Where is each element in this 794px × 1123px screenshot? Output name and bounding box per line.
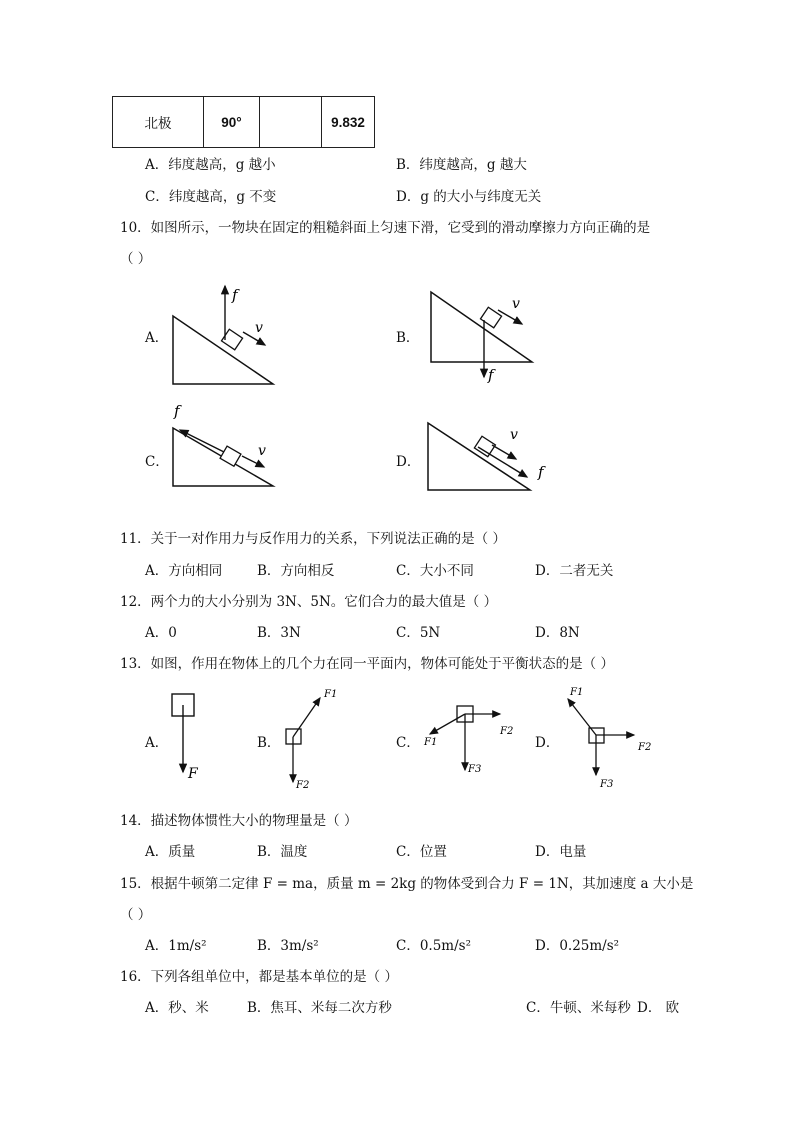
velocity-label: v [510, 427, 518, 443]
q14-stem: 14．描述物体惯性大小的物理量是（ ） [120, 813, 358, 829]
q13-figure-d [562, 685, 662, 795]
q12-option-d: D．8N [535, 625, 580, 641]
q15-option-c: C．0.5m/s² [396, 938, 471, 954]
force-arrow-f1 [568, 699, 596, 735]
q15-stem: 15．根据牛顿第二定律 F = ma，质量 m = 2kg 的物体受到合力 F = 1N，其加速度 a 大小是 [120, 876, 694, 892]
q9-option-a: A．纬度越高，g 越小 [145, 157, 276, 173]
q9-option-b: B．纬度越高，g 越大 [396, 157, 527, 173]
q13-label-c: C． [396, 735, 420, 751]
q13-label-b: B． [257, 735, 281, 751]
q10-label-c: C． [145, 454, 169, 470]
q12-option-b: B．3N [257, 625, 301, 641]
q16-option-b: B．焦耳、米每二次方秒 [247, 1000, 392, 1016]
q12-option-a: A．0 [145, 625, 177, 641]
q14-option-b: B．温度 [257, 844, 308, 860]
force-label: F [188, 766, 198, 782]
q15-option-a: A．1m/s² [145, 938, 207, 954]
force-label-f2: F2 [638, 742, 652, 753]
q10-figure-d [420, 415, 560, 515]
latitude-table [112, 96, 375, 148]
q12-stem: 12．两个力的大小分别为 3N、5N。它们合力的最大值是（ ） [120, 594, 498, 610]
force-label: f [488, 366, 494, 384]
q15-option-b: B．3m/s² [257, 938, 319, 954]
q11-option-d: D．二者无关 [535, 563, 614, 579]
force-label-f3: F3 [468, 764, 482, 775]
q10-label-d: D． [396, 454, 421, 470]
force-label-f2: F2 [296, 780, 310, 791]
block [220, 446, 241, 466]
q12-option-c: C．5N [396, 625, 441, 641]
q15-option-d: D．0.25m/s² [535, 938, 620, 954]
q10-figure-c [160, 400, 290, 510]
q11-option-b: B．方向相反 [257, 563, 335, 579]
velocity-label: v [255, 320, 263, 336]
q16-option-d: D． 欧 [637, 1000, 680, 1016]
force-label-f2: F2 [500, 726, 514, 737]
q9-option-d: D．g 的大小与纬度无关 [396, 189, 542, 205]
q13-figure-b [282, 682, 352, 792]
q14-option-a: A．质量 [145, 844, 196, 860]
force-label-f3: F3 [600, 779, 614, 790]
q15-paren: （ ） [120, 907, 152, 923]
q13-label-d: D． [535, 735, 560, 751]
q10-label-a: A． [145, 330, 169, 346]
q11-stem: 11．关于一对作用力与反作用力的关系，下列说法正确的是（ ） [120, 531, 506, 547]
q16-stem: 16．下列各组单位中，都是基本单位的是（ ） [120, 969, 398, 985]
friction-arrow [180, 430, 224, 452]
velocity-label: v [258, 443, 266, 459]
q11-option-a: A．方向相同 [145, 563, 223, 579]
q13-label-a: A． [145, 735, 169, 751]
q14-option-d: D．电量 [535, 844, 587, 860]
table-row [113, 97, 375, 148]
q16-option-a: A．秒、米 [145, 1000, 209, 1016]
table-cell: 9.832 [322, 97, 375, 148]
force-label: f [174, 402, 180, 420]
force-label: f [232, 286, 238, 304]
q13-figure-c [420, 700, 520, 780]
force-label-f1: F1 [424, 737, 438, 748]
block [474, 436, 495, 456]
q11-option-c: C．大小不同 [396, 563, 474, 579]
force-label-f1: F1 [324, 689, 338, 700]
q10-label-b: B． [396, 330, 420, 346]
force-label-f1: F1 [570, 687, 584, 698]
velocity-arrow [492, 445, 516, 459]
q10-figure-a [160, 280, 290, 395]
q16-option-c: C．牛顿、米每秒 [526, 1000, 631, 1016]
velocity-label: v [512, 296, 520, 312]
q14-option-c: C．位置 [396, 844, 447, 860]
table-cell: 90° [204, 97, 260, 148]
table-cell [260, 97, 322, 148]
table-cell: 北极 [113, 97, 204, 148]
force-arrow-f1 [430, 714, 465, 734]
q10-stem: 10．如图所示，一物块在固定的粗糙斜面上匀速下滑，它受到的滑动摩擦力方向正确的是 [120, 220, 651, 236]
q13-figure-a [168, 690, 218, 785]
q13-stem: 13．如图，作用在物体上的几个力在同一平面内，物体可能处于平衡状态的是（ ） [120, 656, 614, 672]
q10-figure-b [420, 280, 550, 390]
force-label: f [538, 463, 544, 481]
q10-paren: （ ） [120, 251, 152, 267]
q9-option-c: C．纬度越高，g 不变 [145, 189, 277, 205]
force-arrow-f1 [293, 698, 320, 737]
